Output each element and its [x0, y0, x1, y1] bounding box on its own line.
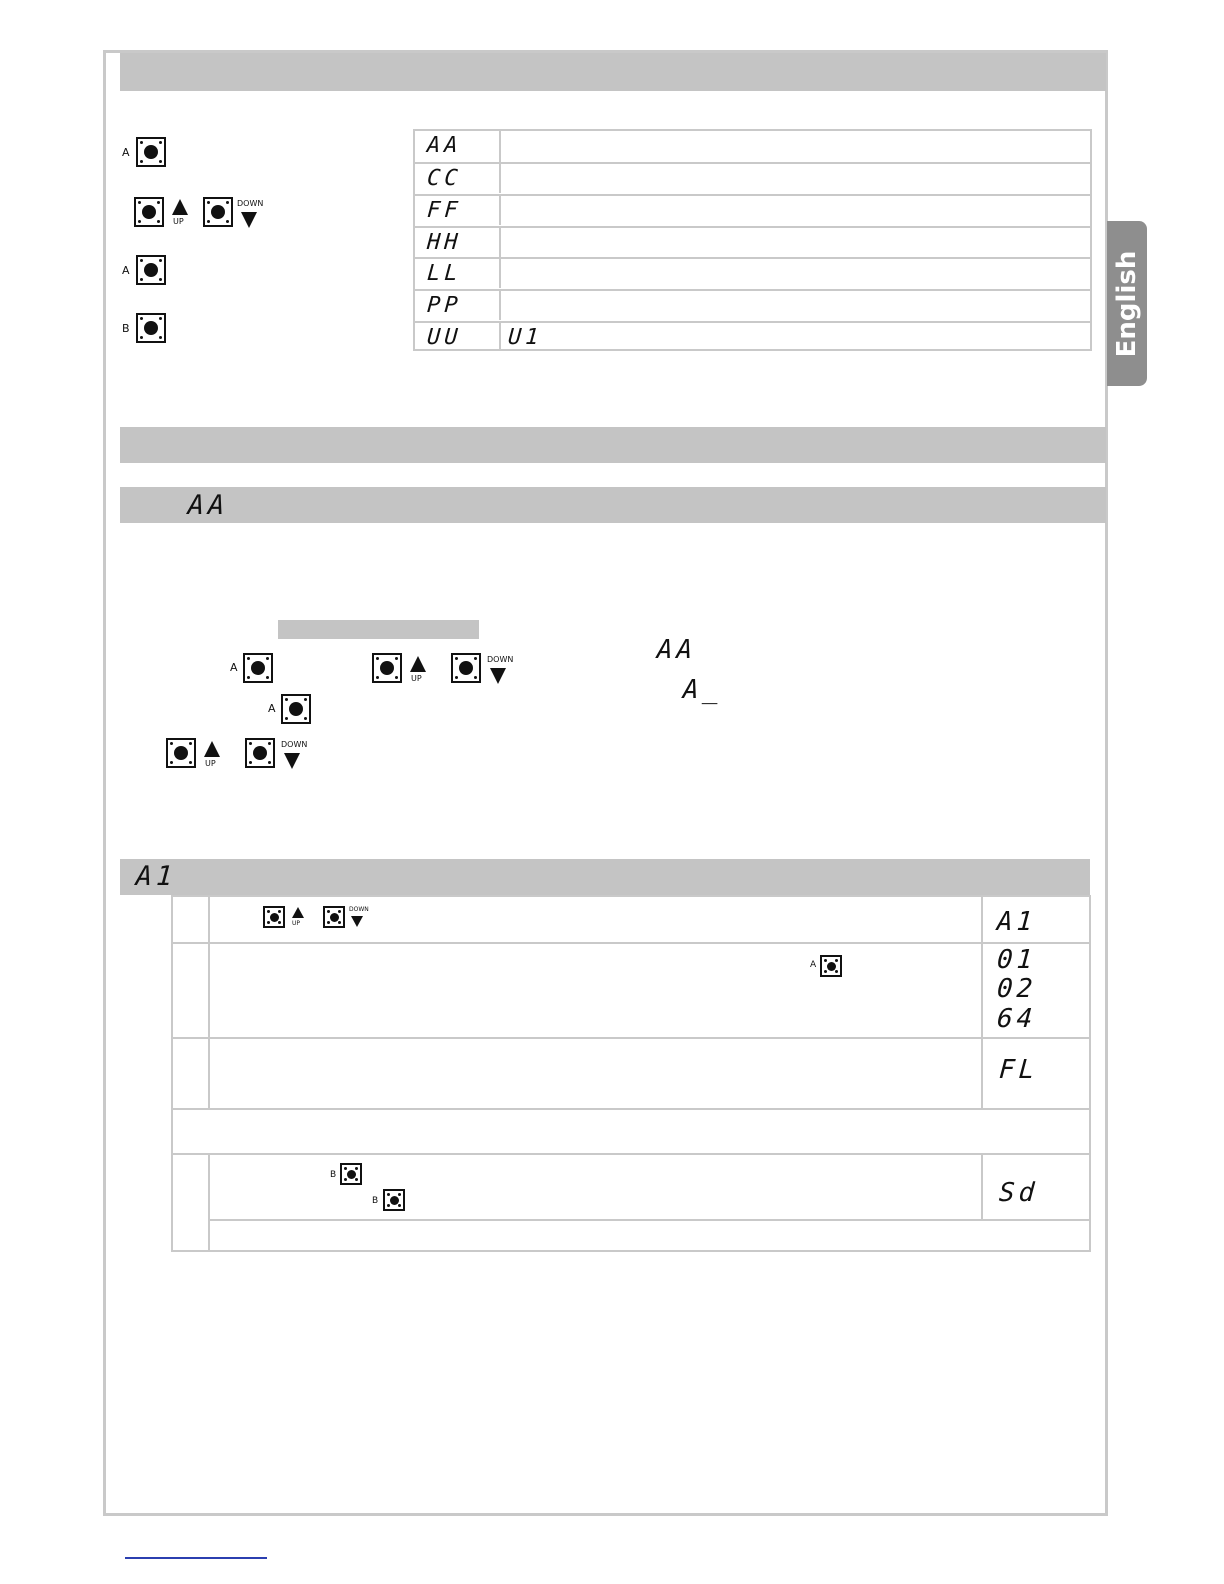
display-sd: Sd [997, 1178, 1040, 1208]
button-down-icon-2 [451, 653, 481, 683]
menu-row [415, 226, 1090, 257]
menu-row [415, 131, 1090, 162]
button-a-icon-2 [136, 255, 166, 285]
highlight-bar [278, 620, 479, 639]
display-param-a: A_ [681, 675, 724, 705]
down-arrow-icon-3 [284, 753, 300, 769]
button-a-icon-4 [281, 694, 311, 724]
menu-code: CC [426, 166, 463, 191]
language-tab-label: English [1112, 250, 1142, 357]
down-arrow-icon-4 [351, 916, 363, 927]
display-menu-aa: AA [655, 635, 698, 665]
display-column-divider [981, 895, 983, 1109]
a1-section-header [120, 859, 1090, 895]
button-b-label-3: B [372, 1196, 379, 1206]
menu-row [415, 162, 1090, 193]
row-divider [171, 1108, 1091, 1110]
up-arrow-icon-3 [204, 741, 220, 757]
menu-row [415, 321, 1090, 351]
button-a-label-5: A [810, 960, 817, 970]
button-a-label-3: A [230, 661, 238, 674]
button-up-icon-4 [263, 906, 285, 928]
down-arrow-icon [241, 212, 257, 228]
footer-rule [125, 1557, 267, 1559]
step-number-column-divider [208, 895, 210, 1109]
menu-code: LL [426, 261, 463, 286]
display-64: 64 [995, 1004, 1038, 1034]
button-down-icon-3 [245, 738, 275, 768]
button-a-label: A [122, 146, 130, 159]
up-arrow-icon-2 [410, 656, 426, 672]
menu-code: FF [426, 198, 463, 223]
down-arrow-icon-2 [490, 668, 506, 684]
display-a1: A1 [995, 907, 1038, 937]
row-divider [171, 1037, 1091, 1039]
row-divider [171, 1153, 1091, 1155]
button-up-icon [134, 197, 164, 227]
step-number-column-divider-2 [208, 1154, 210, 1252]
language-tab[interactable] [1107, 221, 1147, 386]
menu-code: UU [426, 325, 463, 350]
button-down-icon-4 [323, 906, 345, 928]
button-a-label-2: A [122, 264, 130, 277]
down-tag: DOWN [237, 199, 264, 208]
programming-section-header [120, 427, 1106, 463]
display-column-divider-2 [981, 1154, 983, 1220]
menu-code: HH [426, 230, 463, 255]
aa-section-header [120, 487, 1106, 523]
down-tag-4: DOWN [349, 906, 369, 913]
up-arrow-icon [172, 199, 188, 215]
menu-extra-code: U1 [507, 325, 544, 350]
row-divider [208, 1219, 1091, 1221]
up-tag-2: UP [411, 674, 422, 683]
button-b-icon-2 [340, 1163, 362, 1185]
a1-section-title: A1 [134, 861, 178, 892]
button-b-label-2: B [330, 1170, 337, 1180]
button-a-icon-3 [243, 653, 273, 683]
button-b-icon [136, 313, 166, 343]
aa-section-title: AA [186, 490, 230, 521]
up-tag: UP [173, 217, 184, 226]
menu-section-header [120, 53, 1106, 91]
button-a-label-4: A [268, 702, 276, 715]
button-up-icon-3 [166, 738, 196, 768]
button-down-icon [203, 197, 233, 227]
display-fl: FL [997, 1055, 1040, 1085]
down-tag-2: DOWN [487, 655, 514, 664]
menu-code-table [413, 129, 1092, 351]
button-b-label: B [122, 322, 130, 335]
a1-steps-table [171, 895, 1091, 1252]
up-tag-4: UP [292, 920, 301, 927]
display-02: 02 [995, 974, 1038, 1004]
display-01: 01 [995, 945, 1038, 975]
up-tag-3: UP [205, 759, 216, 768]
menu-row [415, 194, 1090, 225]
button-a-icon [136, 137, 166, 167]
menu-row [415, 289, 1090, 320]
button-b-icon-3 [383, 1189, 405, 1211]
menu-code: PP [426, 293, 463, 318]
up-arrow-icon-4 [292, 907, 304, 918]
row-divider [171, 942, 1091, 944]
menu-code: AA [426, 133, 463, 158]
button-up-icon-2 [372, 653, 402, 683]
menu-row [415, 257, 1090, 288]
down-tag-3: DOWN [281, 740, 308, 749]
button-a-icon-5 [820, 955, 842, 977]
